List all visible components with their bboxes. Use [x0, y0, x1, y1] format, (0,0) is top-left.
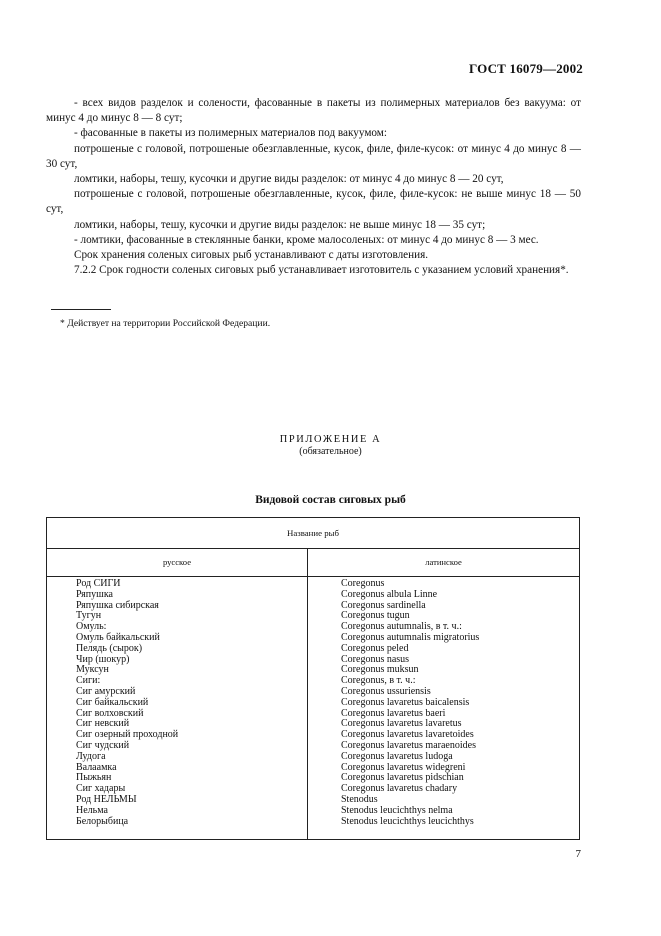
- latin-name-cell: Coregonus autumnalis migratorius: [341, 631, 480, 643]
- russian-name-cell: Ряпушка сибирская: [76, 599, 159, 611]
- footnote: * Действует на территории Российской Федерации.: [60, 318, 271, 329]
- russian-name-cell: Омуль:: [76, 621, 107, 633]
- latin-name-cell: Coregonus lavaretus widegreni: [341, 761, 466, 773]
- latin-name-cell: Coregonus, в т. ч.:: [341, 675, 416, 687]
- russian-name-cell: Род СИГИ: [76, 578, 121, 589]
- latin-name-cell: Coregonus tugun: [341, 610, 410, 622]
- russian-name-cell: Тугун: [76, 610, 102, 622]
- russian-name-cell: Род НЕЛЬМЫ: [76, 793, 137, 805]
- latin-name-cell: Stenodus leucichthys nelma: [341, 804, 453, 816]
- russian-name-cell: Пелядь (сырок): [76, 642, 143, 654]
- paragraph: 7.2.2 Срок годности соленых сиговых рыб устанавливает изготовитель с указанием условий хранения*.: [74, 264, 569, 277]
- table-row: [47, 752, 579, 763]
- paragraph: потрошеные с головой, потрошеные обезглавленные, кусок, филе, филе-кусок: от минус 4 до минус 8 — 30 сут,: [46, 142, 581, 170]
- table-row: [47, 698, 579, 709]
- russian-name-cell: Сиг озерный проходной: [76, 729, 179, 741]
- species-table: [46, 517, 580, 840]
- table-row: [47, 601, 579, 612]
- latin-name-cell: Coregonus muksun: [341, 664, 419, 676]
- latin-name-cell: Coregonus lavaretus chadary: [341, 783, 458, 795]
- appendix-title: ПРИЛОЖЕНИЕ А: [279, 434, 382, 445]
- russian-name-cell: Омуль байкальский: [76, 631, 160, 643]
- footnote-divider: [51, 309, 111, 310]
- russian-name-cell: Сиг невский: [76, 718, 130, 730]
- table-row: [47, 655, 579, 666]
- latin-name-cell: Coregonus: [341, 578, 385, 589]
- table-title: Видовой состав сиговых рыб: [255, 494, 406, 506]
- appendix-subtitle: (обязательное): [299, 446, 362, 457]
- paragraph: - всех видов разделок и солености, фасованные в пакеты из полимерных материалов без вакуума: от минус 4 до минус 8 — 8 сут;: [46, 97, 581, 125]
- russian-name-cell: Лудога: [76, 750, 106, 762]
- latin-name-cell: Coregonus lavaretus maraenoides: [341, 739, 476, 751]
- page-number: 7: [575, 848, 581, 860]
- russian-name-cell: Сиг волховский: [76, 707, 144, 719]
- latin-name-cell: Coregonus lavaretus baeri: [341, 707, 446, 719]
- latin-name-cell: Coregonus albula Linne: [341, 588, 438, 600]
- table-body: [47, 579, 579, 827]
- table-row: [47, 817, 579, 828]
- table-row: [47, 806, 579, 817]
- paragraph: - фасованные в пакеты из полимерных материалов под вакуумом:: [74, 127, 387, 140]
- column-header-russian: русское: [47, 548, 308, 576]
- table-row: [47, 665, 579, 676]
- table-row: [47, 611, 579, 622]
- russian-name-cell: Муксун: [76, 664, 109, 676]
- latin-name-cell: Coregonus lavaretus baicalensis: [341, 696, 470, 708]
- russian-name-cell: Нельма: [76, 804, 108, 816]
- body-text: [46, 96, 581, 278]
- russian-name-cell: Сиг байкальский: [76, 696, 149, 708]
- russian-name-cell: Белорыбица: [76, 815, 129, 827]
- column-header-latin: латинское: [425, 557, 462, 567]
- table-row: [47, 644, 579, 655]
- table-subheader-row: [47, 548, 579, 577]
- paragraph: ломтики, наборы, тешу, кусочки и другие виды разделок: не выше минус 18 — 35 сут;: [74, 218, 486, 231]
- latin-name-cell: Coregonus lavaretus lavaretus: [341, 718, 462, 730]
- latin-name-cell: Coregonus lavaretus ludoga: [341, 750, 453, 762]
- paragraph: ломтики, наборы, тешу, кусочки и другие виды разделок: от минус 4 до минус 8 — 20 сут,: [74, 173, 504, 186]
- paragraph: потрошеные с головой, потрошеные обезглавленные, кусок, филе, филе-кусок: не выше минус 18 — 50 сут,: [46, 188, 581, 216]
- russian-name-cell: Пыжьян: [76, 772, 112, 784]
- paragraph: - ломтики, фасованные в стеклянные банки, кроме малосоленых: от минус 4 до минус 8 — 3 мес.: [74, 233, 539, 246]
- latin-name-cell: Coregonus peled: [341, 642, 409, 654]
- latin-name-cell: Coregonus sardinella: [341, 599, 426, 611]
- russian-name-cell: Сиги:: [76, 675, 101, 687]
- latin-name-cell: Stenodus leucichthys leucichthys: [341, 815, 474, 827]
- latin-name-cell: Stenodus: [341, 793, 378, 805]
- russian-name-cell: Сиг хадары: [76, 783, 126, 795]
- table-row: [47, 590, 579, 601]
- latin-name-cell: Coregonus lavaretus pidschian: [341, 772, 464, 784]
- table-row: [47, 795, 579, 806]
- russian-name-cell: Валаамка: [76, 761, 117, 773]
- russian-name-cell: Сиг чудский: [76, 739, 130, 751]
- table-row: [47, 773, 579, 784]
- latin-name-cell: Coregonus autumnalis, в т. ч.:: [341, 621, 462, 633]
- standard-code-header: ГОСТ 16079—2002: [468, 61, 583, 76]
- latin-name-cell: Coregonus nasus: [341, 653, 410, 665]
- latin-name-cell: Coregonus lavaretus lavaretoides: [341, 729, 474, 741]
- paragraph: Срок хранения соленых сиговых рыб устанавливают с даты изготовления.: [74, 249, 429, 262]
- latin-name-cell: Coregonus ussuriensis: [341, 685, 431, 697]
- russian-name-cell: Сиг амурский: [76, 685, 136, 697]
- table-row: [47, 741, 579, 752]
- table-row: [47, 579, 579, 590]
- table-header-names: Название рыб: [47, 518, 579, 549]
- russian-name-cell: Ряпушка: [76, 588, 113, 600]
- russian-name-cell: Чир (шокур): [76, 653, 130, 665]
- table-row: [47, 763, 579, 774]
